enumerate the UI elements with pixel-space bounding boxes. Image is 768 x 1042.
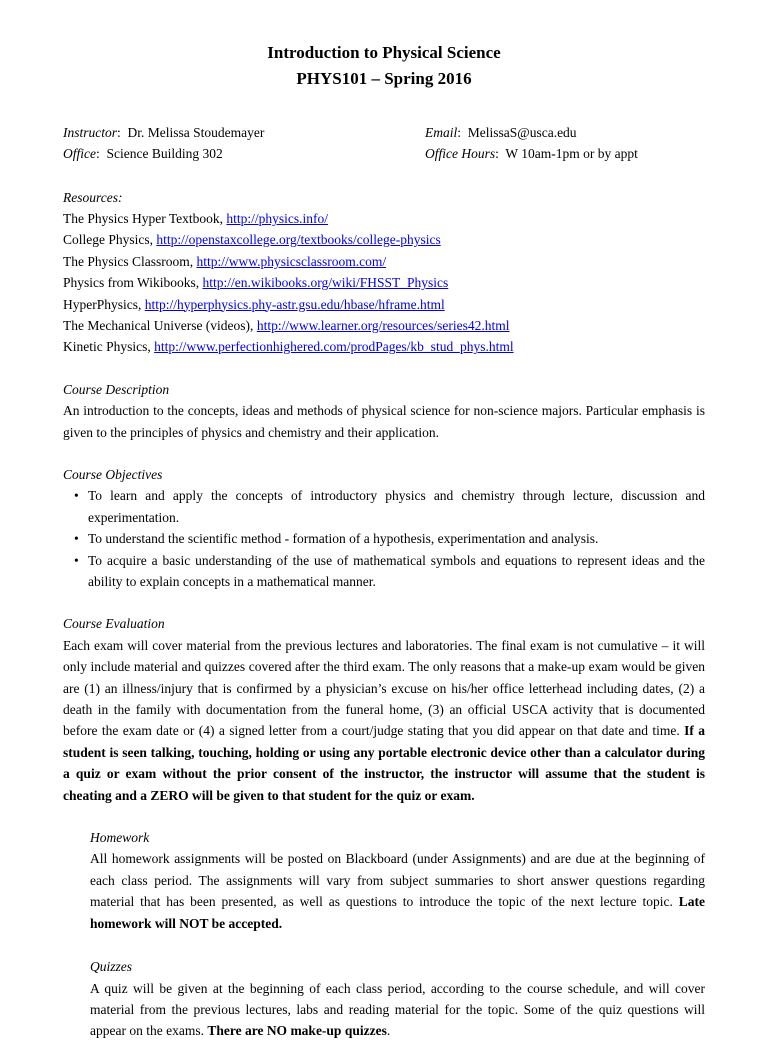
resource-link[interactable]: http://openstaxcollege.org/textbooks/college-physics [156, 232, 441, 248]
course-objectives-heading: Course Objectives [63, 466, 163, 482]
instructor-label: Instructor [63, 124, 117, 140]
course-description-section [63, 379, 705, 443]
homework-regular: All homework assignments will be posted on Blackboard (under Assignments) and are due at the beginning of each class period. The assignments will vary from subject summaries to short answer questions regarding material that has been presented, as well as questions to introduce the topic of the next lecture topic. [90, 851, 705, 910]
resource-title: Physics from Wikibooks, [63, 275, 200, 291]
course-description-text: An introduction to the concepts, ideas and methods of physical science for non-science majors. Particular emphasis is given to the principles of physics and chemistry and their application. [63, 403, 705, 440]
resource-title: Kinetic Physics, [63, 339, 151, 355]
resource-line [63, 251, 705, 272]
resource-title: The Mechanical Universe (videos), [63, 317, 254, 333]
course-evaluation-heading: Course Evaluation [63, 616, 165, 632]
resources-heading: Resources: [63, 189, 123, 205]
resource-line [63, 229, 705, 250]
office-hours-label: Office Hours [425, 146, 496, 162]
resource-title: College Physics, [63, 232, 153, 248]
electronic-device-warning: If a student is seen talking, touching, holding or using any portable electronic device other than a calculator during a quiz or exam without the prior consent of the instructor, the instructor will assume that the student is cheating and a ZERO will be given to that student for the quiz or exam. [63, 723, 706, 803]
label-separator: : [117, 124, 128, 140]
instructor-line [63, 122, 425, 143]
objectives-list [63, 485, 705, 592]
instructor-info-block [63, 122, 705, 165]
course-title: Introduction to Physical Science [267, 43, 501, 62]
label-separator: : [495, 146, 506, 162]
office-hours-value: W 10am-1pm or by appt [505, 146, 638, 162]
course-code-term: PHYS101 – Spring 2016 [296, 69, 472, 89]
course-evaluation-text [63, 635, 705, 806]
label-separator: : [96, 146, 107, 162]
objective-item: • To learn and apply the concepts of introductory physics and chemistry through lecture, discussion and experimentation. [63, 485, 705, 528]
course-description-heading: Course Description [63, 381, 170, 397]
no-makeup-quizzes-warning: There are NO make-up quizzes [207, 1023, 387, 1039]
resource-line [63, 336, 705, 357]
resource-line [63, 208, 705, 229]
email-line [425, 122, 705, 143]
resource-title: HyperPhysics, [63, 296, 142, 312]
label-separator: : [457, 124, 468, 140]
quizzes-section [90, 956, 705, 1042]
quizzes-regular: A quiz will be given at the beginning of each class period, according to the course schedule, and will cover material from the previous lectures, labs and reading material for the topic. Some of the quiz questions will appear on the exams. [90, 980, 705, 1039]
resource-title: The Physics Classroom, [63, 253, 194, 269]
resource-line [63, 294, 705, 315]
office-hours-line [425, 143, 705, 164]
quizzes-period: . [386, 1023, 391, 1039]
quizzes-heading: Quizzes [90, 959, 133, 975]
course-evaluation-section [63, 613, 705, 806]
resource-link[interactable]: http://www.perfectionhighered.com/prodPages/kb_stud_phys.html [154, 339, 514, 355]
resource-line [63, 272, 705, 293]
office-value: Science Building 302 [106, 146, 223, 162]
homework-heading: Homework [90, 830, 150, 846]
course-objectives-section [63, 464, 705, 592]
quizzes-text [90, 978, 705, 1042]
resource-line [63, 315, 705, 336]
office-line [63, 143, 425, 164]
objective-item: • To acquire a basic understanding of the use of mathematical symbols and equations to represent ideas and the ability to explain concepts in a mathematical manner. [63, 550, 705, 593]
instructor-value: Dr. Melissa Stoudemayer [127, 124, 265, 140]
resource-link[interactable]: http://hyperphysics.phy-astr.gsu.edu/hbase/hframe.html [144, 296, 445, 312]
resource-title: The Physics Hyper Textbook, [63, 210, 224, 226]
resource-link[interactable]: http://en.wikibooks.org/wiki/FHSST_Physics [202, 275, 449, 291]
resource-link[interactable]: http://www.learner.org/resources/series42.html [256, 317, 510, 333]
page-title [63, 40, 705, 93]
objective-item: • To understand the scientific method - formation of a hypothesis, experimentation and analysis. [63, 528, 705, 549]
course-evaluation-regular: Each exam will cover material from the previous lectures and laboratories. The final exam is not cumulative – it will only include material and quizzes covered after the third exam. The only reasons that a make-up exam would be given are (1) an illness/injury that is confirmed by a physician’s excuse on his/her office letterhead including dates, (2) a death in the family with documentation from the funeral home, (3) an official USCA activity that is documented before the exam date or (4) a signed letter from a court/judge stating that you did appear on that date and time. [63, 637, 705, 739]
late-homework-warning: Late homework will NOT be accepted. [90, 894, 705, 931]
office-label: Office [63, 146, 96, 162]
email-value: MelissaS@usca.edu [467, 124, 577, 140]
resource-link[interactable]: http://physics.info/ [226, 210, 329, 226]
homework-section [90, 827, 705, 934]
email-label: Email [425, 124, 458, 140]
resource-link[interactable]: http://www.physicsclassroom.com/ [196, 253, 387, 269]
resources-section [63, 187, 705, 358]
homework-text [90, 848, 705, 934]
